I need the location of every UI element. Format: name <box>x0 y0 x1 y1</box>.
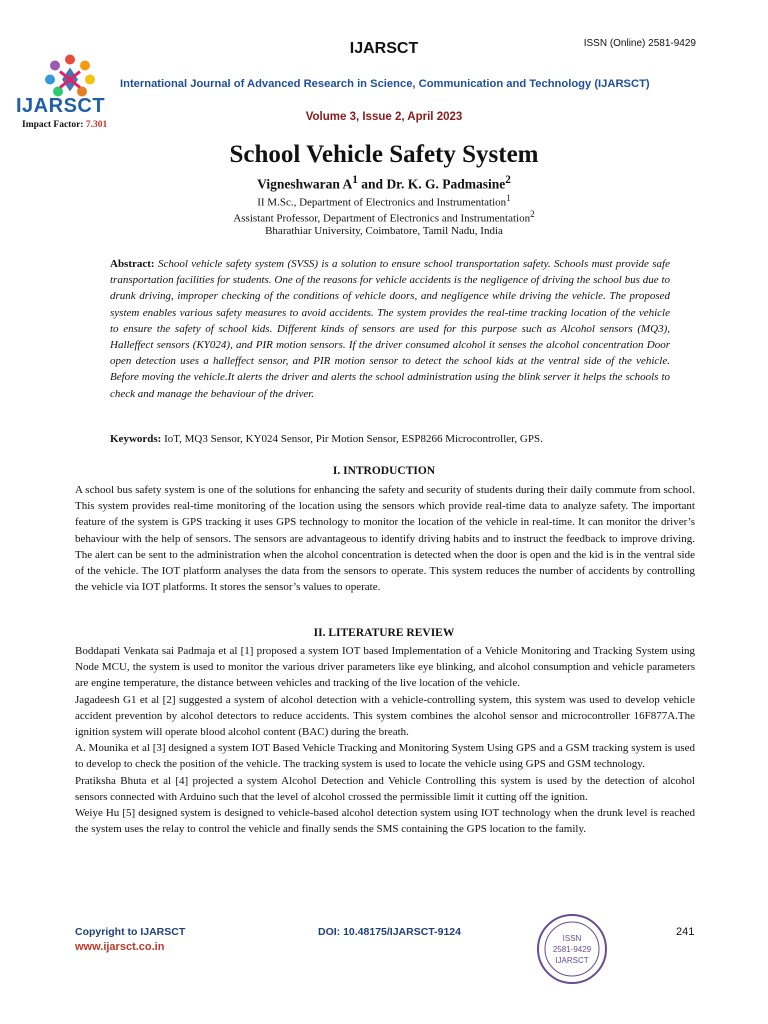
literature-paragraph-4: Pratiksha Bhuta et al [4] projected a system Alcohol Detection and Vehicle Controlling this system is used by the detection of alcohol sensors connected with Arduino such that the level of alcohol crossed the permissible limit it cutting off the ignition. <box>75 774 695 803</box>
journal-full-name: International Journal of Advanced Research in Science, Communication and Technology (IJARSCT) <box>120 78 650 90</box>
keywords-text: IoT, MQ3 Sensor, KY024 Sensor, Pir Motion Sensor, ESP8266 Microcontroller, GPS. <box>161 433 543 445</box>
keywords-label: Keywords: <box>110 433 162 445</box>
seal-line-1: ISSN <box>562 934 582 943</box>
section-heading-introduction: I. INTRODUCTION <box>332 465 436 477</box>
literature-paragraph-5: Weiye Hu [5] designed system is designed to vehicle-based alcohol detection system using IOT technology when the drunk level is reached the system uses the relay to control the vehicle and finally sends the SMS containing the GPS location to the family. <box>75 807 695 836</box>
issn-seal-icon <box>536 913 608 985</box>
footer-website-link[interactable]: www.ijarsct.co.in <box>75 941 165 953</box>
author-1: Vigneshwaran A <box>257 176 353 192</box>
affiliation-1-sup: 1 <box>506 193 511 203</box>
footer-doi[interactable]: DOI: 10.48175/IJARSCT-9124 <box>318 926 461 938</box>
literature-paragraph-2: Jagadeesh G1 et al [2] suggested a system of alcohol detection with a vehicle-controlling system, this system was used to develop vehicle accident prevention by alcohol detectors to reduce accidents. This system combines the alcohol sensor and microcontroller 16F877A.The ignition system will operate blood alcohol content (BAC) during the breath. <box>75 693 695 739</box>
abstract-text: School vehicle safety system (SVSS) is a solution to ensure school transportation safety. Schools must provide safe transportation facilities for students. One of the reasons for vehicle accidents is the negligence of driving the school bus due to drunk driving, improper checking of the conditions of vehicle doors, and negligence while driving the vehicle. The proposed system enables various safety measures to avoid accidents. The system provides the real-time tracking location of the vehicle to ensure the safety of school kids. Different kinds of sensors are used for this purpose such as Alcohol sensors (MQ3), Halleffect sensors (KY024), and PIR motion sensors. If the driver consumed alcohol it senses the alcohol concentration Door open detection uses a halleffect sensor, and PIR motion sensor to detect the school kids at the ventral side of the vehicle. Before moving the vehicle.It alerts the driver and alerts the school administration using the blink server it helps the schools to check and manage the behaviour of the driver. <box>110 258 670 400</box>
literature-paragraph-1: Boddapati Venkata sai Padmaja et al [1] proposed a system IOT based Implementation of a Vehicle Monitoring and Tracking System using Node MCU, the system is used to monitor the various driver parameters like eye blinking, and alcohol consumption and vehicle parameters are engine temperature, the distance between vehicles and tracking of the live location of the vehicle. <box>75 645 695 690</box>
seal-line-2: 2581-9429 <box>552 945 592 954</box>
affiliation-2-sup: 2 <box>530 209 535 219</box>
paper-title: School Vehicle Safety System <box>229 141 539 168</box>
affiliation-3: Bharathiar University, Coimbatore, Tamil Nadu, India <box>265 225 503 237</box>
abstract <box>110 256 670 402</box>
author-1-sup: 1 <box>352 174 358 186</box>
author-2-sup: 2 <box>505 174 511 186</box>
keywords <box>110 433 670 445</box>
page-number: 241 <box>676 926 695 938</box>
footer-copyright: Copyright to IJARSCT <box>75 926 186 938</box>
paper-authors <box>0 174 768 193</box>
affiliation-2-text: Assistant Professor, Department of Electronics and Instrumentation <box>233 212 531 225</box>
logo-text: IJARSCT <box>16 95 106 117</box>
literature-paragraph-3: A. Mounika et al [3] designed a system IOT Based Vehicle Tracking and Monitoring System Using GPS and a GSM tracking system is used to develop to check the position of the vehicle. The tracking system is used to locate the vehicle using GPS and GSM technology. <box>75 742 695 771</box>
seal-line-3: IJARSCT <box>555 956 589 965</box>
introduction-body <box>75 482 695 595</box>
impact-label: Impact Factor: <box>22 120 86 130</box>
affiliation-2 <box>0 209 768 225</box>
introduction-paragraph: A school bus safety system is one of the solutions for enhancing the safety and security of students during their daily commute from school. This system provides real-time monitoring of the location using the sensors which provide real-time data to analyze safety. The important feature of the system is GPS tracking it uses GPS technology to monitor the location of the vehicle in real-time. It can monitor the driver’s behaviour with the help of sensors. The sensors are advantageous to identify driving habits and to instruct the feedback to improve driving. The alert can be sent to the administration when the alcohol concentration is detected when the door is open and the kid is in the ventral side of the vehicle. The IOT platform analyses the data from the sensors to operate. This system reduces the number of accidents by controlling the vehicle via IOT platforms. It stores the sensor’s values to operate. <box>75 484 695 594</box>
abstract-label: Abstract: <box>110 258 155 270</box>
issn-online: ISSN (Online) 2581-9429 <box>583 38 696 49</box>
author-2: and Dr. K. G. Padmasine <box>357 176 506 192</box>
impact-value: 7.301 <box>85 120 108 130</box>
affiliation-1-text: II M.Sc., Department of Electronics and Instrumentation <box>257 196 507 209</box>
section-heading-literature-review: II. LITERATURE REVIEW <box>313 627 455 639</box>
affiliation-1 <box>0 193 768 209</box>
impact-factor <box>22 120 107 130</box>
volume-issue: Volume 3, Issue 2, April 2023 <box>305 111 463 123</box>
journal-short-name: IJARSCT <box>349 40 419 57</box>
literature-review-body <box>75 643 695 837</box>
